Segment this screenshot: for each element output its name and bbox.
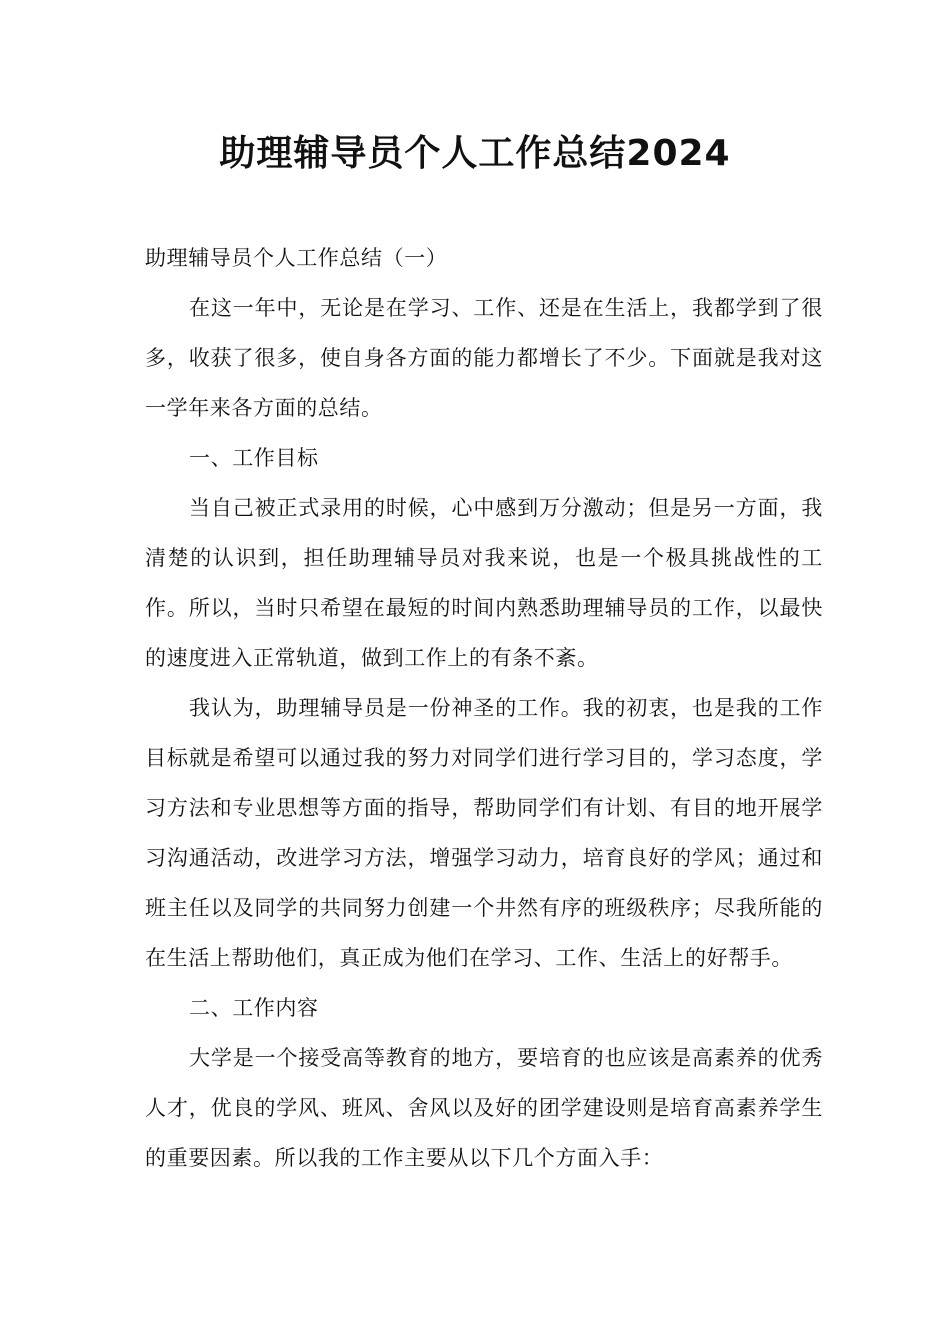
paragraph-university: 大学是一个接受高等教育的地方，要培育的也应该是高素养的优秀人才，优良的学风、班风、舍风以及好的团学建设则是培育高素养学生的重要因素。所以我的工作主要从以下几个方面入手： (145, 1046, 823, 1170)
document-body (145, 233, 823, 1183)
paragraph-goals: 我认为，助理辅导员是一份神圣的工作。我的初衷，也是我的工作目标就是希望可以通过我的努力对同学们进行学习目的，学习态度，学习方法和专业思想等方面的指导，帮助同学们有计划、有目的地开展学习沟通活动，改进学习方法，增强学习动力，培育良好的学风；通过和班主任以及同学的共同努力创建一个井然有序的班级秩序；尽我所能的在生活上帮助他们，真正成为他们在学习、工作、生活上的好帮手。 (145, 696, 823, 970)
document-title: 助理辅导员个人工作总结2024 (219, 133, 731, 174)
paragraph-hired: 当自己被正式录用的时候，心中感到万分激动；但是另一方面，我清楚的认识到，担任助理辅导员对我来说，也是一个极具挑战性的工作。所以，当时只希望在最短的时间内熟悉助理辅导员的工作，以最快的速度进入正常轨道，做到工作上的有条不紊。 (145, 496, 823, 670)
heading-work-goals: 一、工作目标 (189, 446, 319, 470)
paragraph-intro: 在这一年中，无论是在学习、工作、还是在生活上，我都学到了很多，收获了很多，使自身各方面的能力都增长了不少。下面就是我对这一学年来各方面的总结。 (145, 296, 823, 420)
heading-work-content: 二、工作内容 (189, 996, 319, 1020)
section-subtitle: 助理辅导员个人工作总结（一） (145, 246, 448, 270)
